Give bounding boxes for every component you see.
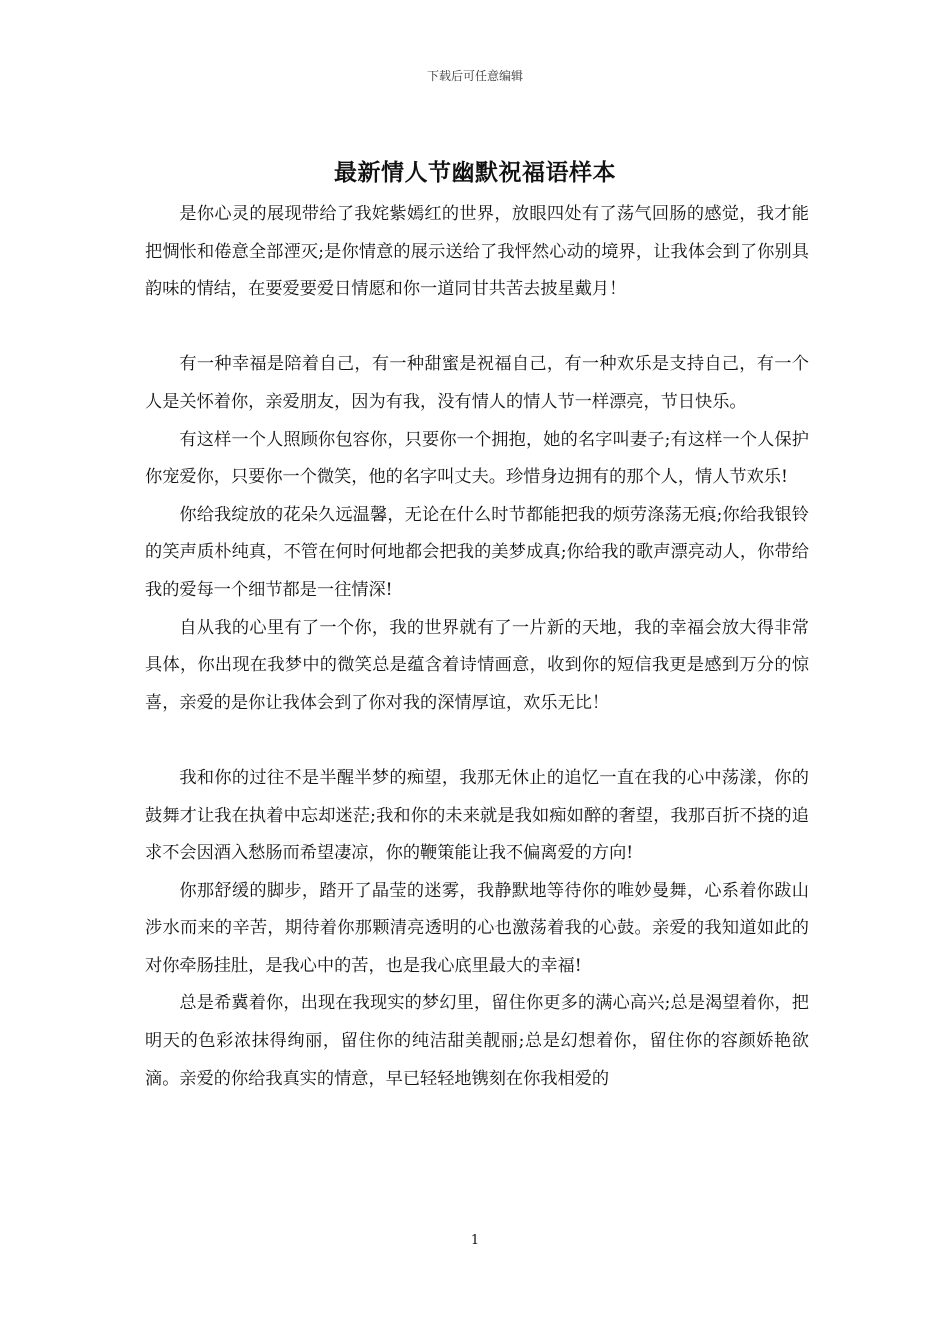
page-number: 1 [470,1233,480,1248]
paragraph: 有一种幸福是陪着自己，有一种甜蜜是祝福自己，有一种欢乐是支持自己，有一个人是关怀着你，亲爱朋友，因为有我，没有情人的情人节一样漂亮，节日快乐。 [145,354,809,412]
paragraph-gap [145,722,809,760]
header-note: 下载后可任意编辑 [426,69,523,83]
paragraph: 自从我的心里有了一个你，我的世界就有了一片新的天地，我的幸福会放大得非常具体，你出现在我梦中的微笑总是蕴含着诗情画意，收到你的短信我更是感到万分的惊喜，亲爱的是你让我体会到了你对我的深情厚谊，欢乐无比！ [145,617,809,713]
document-title: 最新情人节幽默祝福语样本 [334,159,616,186]
paragraph: 总是希冀着你，出现在我现实的梦幻里，留住你更多的满心高兴;总是渴望着你，把明天的色彩浓抹得绚丽，留住你的纯洁甜美靓丽;总是幻想着你，留住你的容颜娇艳欲滴。亲爱的你给我真实的情意，早已轻轻地镌刻在你我相爱的 [145,993,809,1089]
paragraph-gap [145,309,809,347]
paragraph: 你给我绽放的花朵久远温馨，无论在什么时节都能把我的烦劳涤荡无痕;你给我银铃的笑声质朴纯真，不管在何时何地都会把我的美梦成真;你给我的歌声漂亮动人，你带给我的爱每一个细节都是一往情深! [145,504,809,600]
paragraph: 是你心灵的展现带给了我姹紫嫣红的世界，放眼四处有了荡气回肠的感觉，我才能把惆怅和倦意全部湮灭;是你情意的展示送给了我怦然心动的境界，让我体会到了你别具韵味的情结，在要爱要爱日情愿和你一道同甘共苦去披星戴月！ [145,204,809,300]
document-body [145,196,809,1098]
paragraph: 我和你的过往不是半醒半梦的痴望，我那无休止的追忆一直在我的心中荡漾，你的鼓舞才让我在执着中忘却迷茫;我和你的未来就是我如痴如醉的奢望，我那百折不挠的追求不会因酒入愁肠而希望凄凉，你的鞭策能让我不偏离爱的方向! [145,767,809,864]
paragraph: 有这样一个人照顾你包容你，只要你一个拥抱，她的名字叫妻子;有这样一个人保护你宠爱你，只要你一个微笑，他的名字叫丈夫。珍惜身边拥有的那个人，情人节欢乐! [145,429,809,488]
paragraph: 你那舒缓的脚步，踏开了晶莹的迷雾，我静默地等待你的唯妙曼舞，心系着你跋山涉水而来的辛苦，期待着你那颗清亮透明的心也激荡着我的心鼓。亲爱的我知道如此的对你牵肠挂肚，是我心中的苦，也是我心底里最大的幸福! [145,880,809,976]
